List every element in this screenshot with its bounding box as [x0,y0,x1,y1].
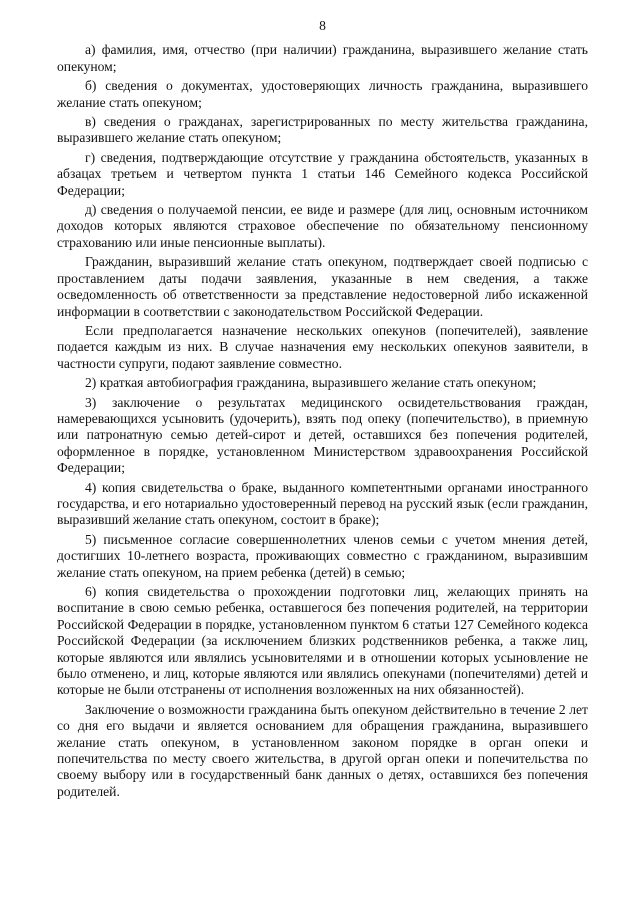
page-number: 8 [319,18,326,33]
paragraph-item-d: д) сведения о получаемой пенсии, ее виде и размере (для лиц, основным источником доходов которых являются страховое обеспечение по обязательному пенсионному страхованию или иные пенсионные выплаты). [57,202,588,250]
paragraph-signature-confirmation: Гражданин, выразивший желание стать опекуном, подтверждает своей подписью с проставлением даты подачи заявления, указанные в нем сведения, а также осведомленность об ответственности за представление недостоверной либо искаженной информации в соответствии с законодательством Российской Федерации. [57,254,588,319]
paragraph-item-a: а) фамилия, имя, отчество (при наличии) гражданина, выразившего желание стать опекуном; [57,42,588,74]
paragraph-item-g: г) сведения, подтверждающие отсутствие у гражданина обстоятельств, указанных в абзацах третьем и четвертом пункта 1 статьи 146 Семейного кодекса Российской Федерации; [57,149,588,198]
paragraph-item-2: 2) краткая автобиография гражданина, выразившего желание стать опекуном; [85,375,537,391]
paragraph-conclusion-validity: Заключение о возможности гражданина быть опекуном действительно в течение 2 лет со дня его выдачи и является основанием для обращения гражданина, выразившего желание стать опекуном, в установленном законом порядке в орган опеки и попечительства по месту своего жительства, в другой орган опеки и попечительства по своему выбору или в государственный банк данных о детях, оставшихся без попечения родителей. [57,701,588,799]
paragraph-item-5: 5) письменное согласие совершеннолетних членов семьи с учетом мнения детей, достигших 10-летнего возраста, проживающих совместно с гражданином, выразившим желание стать опекуном, на прием ребенка (детей) в семью; [57,531,588,580]
paragraph-multiple-guardians: Если предполагается назначение нескольких опекунов (попечителей), заявление подается каждым из них. В случае назначения ему нескольких опекунов заявители, в частности супруги, подают заявление совместно. [57,322,588,371]
paragraph-item-b: б) сведения о документах, удостоверяющих личность гражданина, выразившего желание стать опекуном; [57,78,588,110]
paragraph-item-4: 4) копия свидетельства о браке, выданного компетентными органами иностранного государства, и его нотариально удостоверенный перевод на русский язык (если гражданин, выразивший желание стать опекуном, состоит в браке); [57,479,588,528]
paragraph-item-6: 6) копия свидетельства о прохождении подготовки лиц, желающих принять на воспитание в свою семью ребенка, оставшегося без попечения родителей, на территории Российской Федерации в порядке, установленном пунктом 6 статьи 127 Семейного кодекса Российской Федерации (за исключением близких родственников ребенка, а также лиц, которые являются или являлись усыновителями и в отношении которых усыновление не было отменено, и лиц, которые являются или являлись опекунами (попечителями) детей и которые не были отстранены от исполнения возложенных на них обязанностей). [57,584,588,698]
paragraph-item-3: 3) заключение о результатах медицинского освидетельствования граждан, намеревающихся усыновить (удочерить), взять под опеку (попечительство), в приемную или патронатную семью детей-сирот и детей, оставшихся без попечения родителей, оформленное в порядке, установленном Министерством здравоохранения Российской Федерации; [57,394,588,476]
paragraph-item-v: в) сведения о гражданах, зарегистрированных по месту жительства гражданина, выразившего желание стать опекуном; [57,114,588,146]
